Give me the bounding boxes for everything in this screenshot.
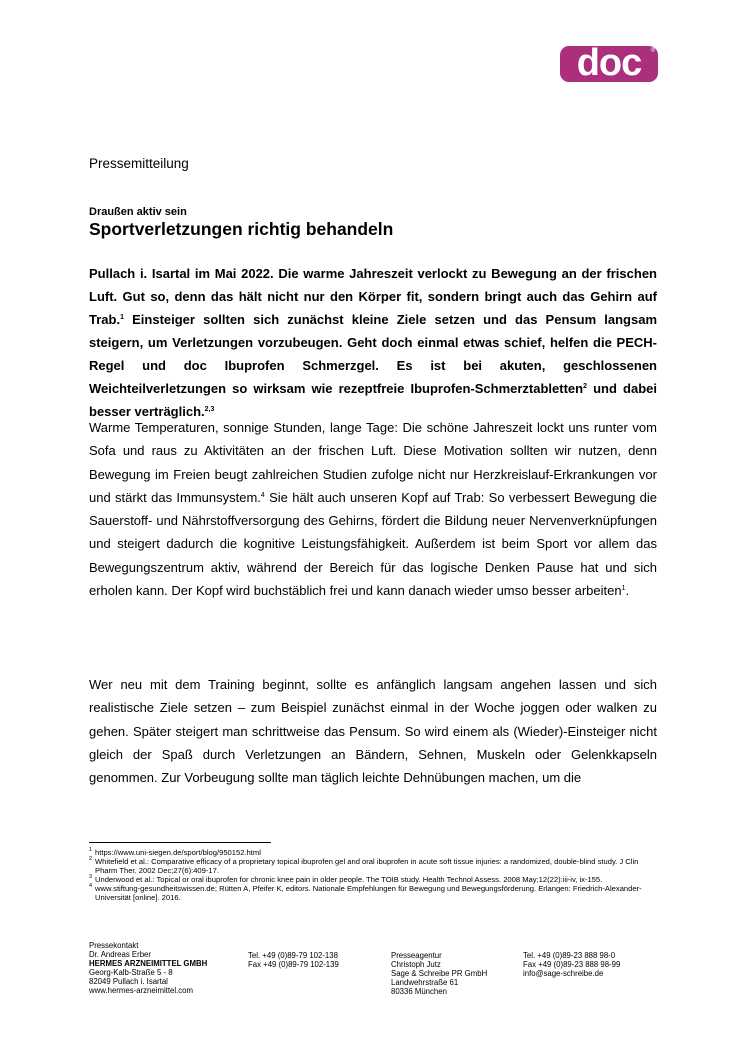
footnote-ref: 1 (120, 314, 124, 321)
contact-line: Tel. +49 (0)89-23 888 98-0 (523, 951, 616, 960)
footnote-text: www.stiftung-gesundheitswissen.de; Rütten A, Pfeifer K, editors. Nationale Empfehlungen für Bewegung und Bewegungsförderung. Erlangen: Friedrich-Alexander-Universität [online]. 2016. (95, 884, 642, 903)
footnote-ref: 1 (621, 585, 626, 593)
footnote-ref: 2,3 (204, 406, 215, 413)
contact-line: 82049 Pullach i. Isartal (89, 977, 168, 987)
logo-text: doc (576, 42, 642, 84)
footnote-text: https://www.uni-siegen.de/sport/blog/950152.html (95, 848, 261, 857)
lead-paragraph (89, 262, 657, 423)
footnote-text: Whitefield et al.: Comparative efficacy of a proprietary topical ibuprofen gel and oral ibuprofen in acute soft tissue injuries: a randomized, double-blind study. J Clin Pharm Ther. 2002 Dec;27(6):409-17. (95, 857, 639, 876)
contact-column-company-phone (248, 951, 339, 969)
para1-text-3: . (625, 583, 630, 599)
contact-column-agency (391, 951, 487, 996)
kicker: Draußen aktiv sein (89, 206, 187, 218)
para1-text-2: Sie hält auch unseren Kopf auf Trab: So verbessert Bewegung die Sauerstoff- und Nährstoffversorgung des Gehirns, fördert die Bildung neuer Nervenverknüpfungen und steigert dadurch die kognitive Leistungsfähigkeit. Außerdem ist beim Sport vor allem das Bewegungszentrum aktiv, während der Bereich für das logische Denken Pause hat und sich erholen kann. Der Kopf wird buchstäblich frei und kann danach wieder umso besser arbeiten (89, 489, 657, 599)
contact-line: Sage & Schreibe PR GmbH (391, 969, 488, 979)
contact-column-company (89, 941, 207, 996)
para1-text-1: Warme Temperaturen, sonnige Stunden, lange Tage: Die schöne Jahreszeit lockt uns runter vom Sofa und raus zu Aktivitäten an der frischen Luft. Diese Motivation sollten wir nutzen, denn Bewegung im Freien beugt zahlreichen Studien zufolge nicht nur Herzkreislauf-Erkrankungen vor und stärkt das Immunsystem. (89, 420, 657, 505)
registered-mark: ® (650, 48, 655, 54)
footnote-ref: 2 (583, 383, 587, 390)
footnote-text: Underwood et al.: Topical or oral ibuprofen for chronic knee pain in older people. The TOIB study. Health Technol Assess. 2008 May;12(22):iii-iv, ix-155. (95, 875, 603, 885)
footnote (89, 884, 659, 902)
footnote-number: 2 (89, 856, 93, 863)
footnote-number: 1 (89, 847, 93, 853)
footnotes (89, 848, 659, 903)
contact-line: Fax +49 (0)89-79 102-139 (248, 960, 339, 970)
footnote-number: 4 (89, 883, 93, 890)
footnote (89, 857, 659, 875)
lead-text-2: Einsteiger sollten sich zunächst kleine Ziele setzen und das Pensum langsam steigern, um Verletzungen vorzubeugen. Geht doch einmal etwas schief, helfen die PECH-Regel und doc Ibuprofen Schmerzgel. Es ist bei akuten, geschlossenen Weichteilverletzungen so wirksam wie rezeptfreie Ibuprofen-Schmerztabletten (89, 312, 657, 396)
contact-line: Tel. +49 (0)89-79 102-138 (248, 951, 338, 960)
footnote (89, 875, 659, 884)
body-paragraph-1 (89, 416, 657, 602)
contact-line: Fax +49 (0)89-23 888 98-99 (523, 960, 621, 970)
contact-line: Christoph Jutz (391, 960, 441, 970)
footnote-ref: 4 (260, 491, 265, 499)
contact-heading: Pressekontakt (89, 941, 139, 950)
doc-logo (560, 42, 658, 84)
contact-line: Dr. Andreas Erber (89, 950, 151, 960)
contact-line: Georg-Kalb-Straße 5 - 8 (89, 968, 173, 978)
contact-line: 80336 München (391, 987, 447, 997)
headline: Sportverletzungen richtig behandeln (89, 219, 394, 239)
footnote (89, 848, 659, 857)
company-name: HERMES ARZNEIMITTEL GMBH (89, 959, 208, 969)
contact-line: Landwehrstraße 61 (391, 978, 459, 988)
contact-line: Presseagentur (391, 951, 442, 960)
contact-column-agency-phone (523, 951, 620, 978)
contact-email: info@sage-schreibe.de (523, 969, 604, 979)
body-paragraph-2: Wer neu mit dem Training beginnt, sollte es anfänglich langsam angehen lassen und sich realistische Ziele setzen – zum Beispiel zunächst einmal in der Woche joggen oder walken zu gehen. Später steigert man schrittweise das Pensum. So wird einem als (Wieder)-Einsteiger nicht gleich der Spaß durch Verletzungen an Bändern, Sehnen, Muskeln oder Gelenkkapseln genommen. Zur Vorbeugung sollte man täglich leichte Dehnübungen machen, um die (89, 677, 657, 786)
lead-text-1: Pullach i. Isartal im Mai 2022. Die warme Jahreszeit verlockt zu Bewegung an der frischen Luft. Gut so, denn das hält nicht nur den Körper fit, sondern bringt auch das Gehirn auf Trab. (89, 266, 657, 327)
lead-text-3: und dabei besser verträglich. (89, 381, 657, 419)
footnote-divider (89, 842, 271, 843)
footnote-number: 3 (89, 874, 93, 881)
contact-website: www.hermes-arzneimittel.com (89, 986, 193, 996)
document-type-label: Pressemitteilung (89, 156, 189, 171)
